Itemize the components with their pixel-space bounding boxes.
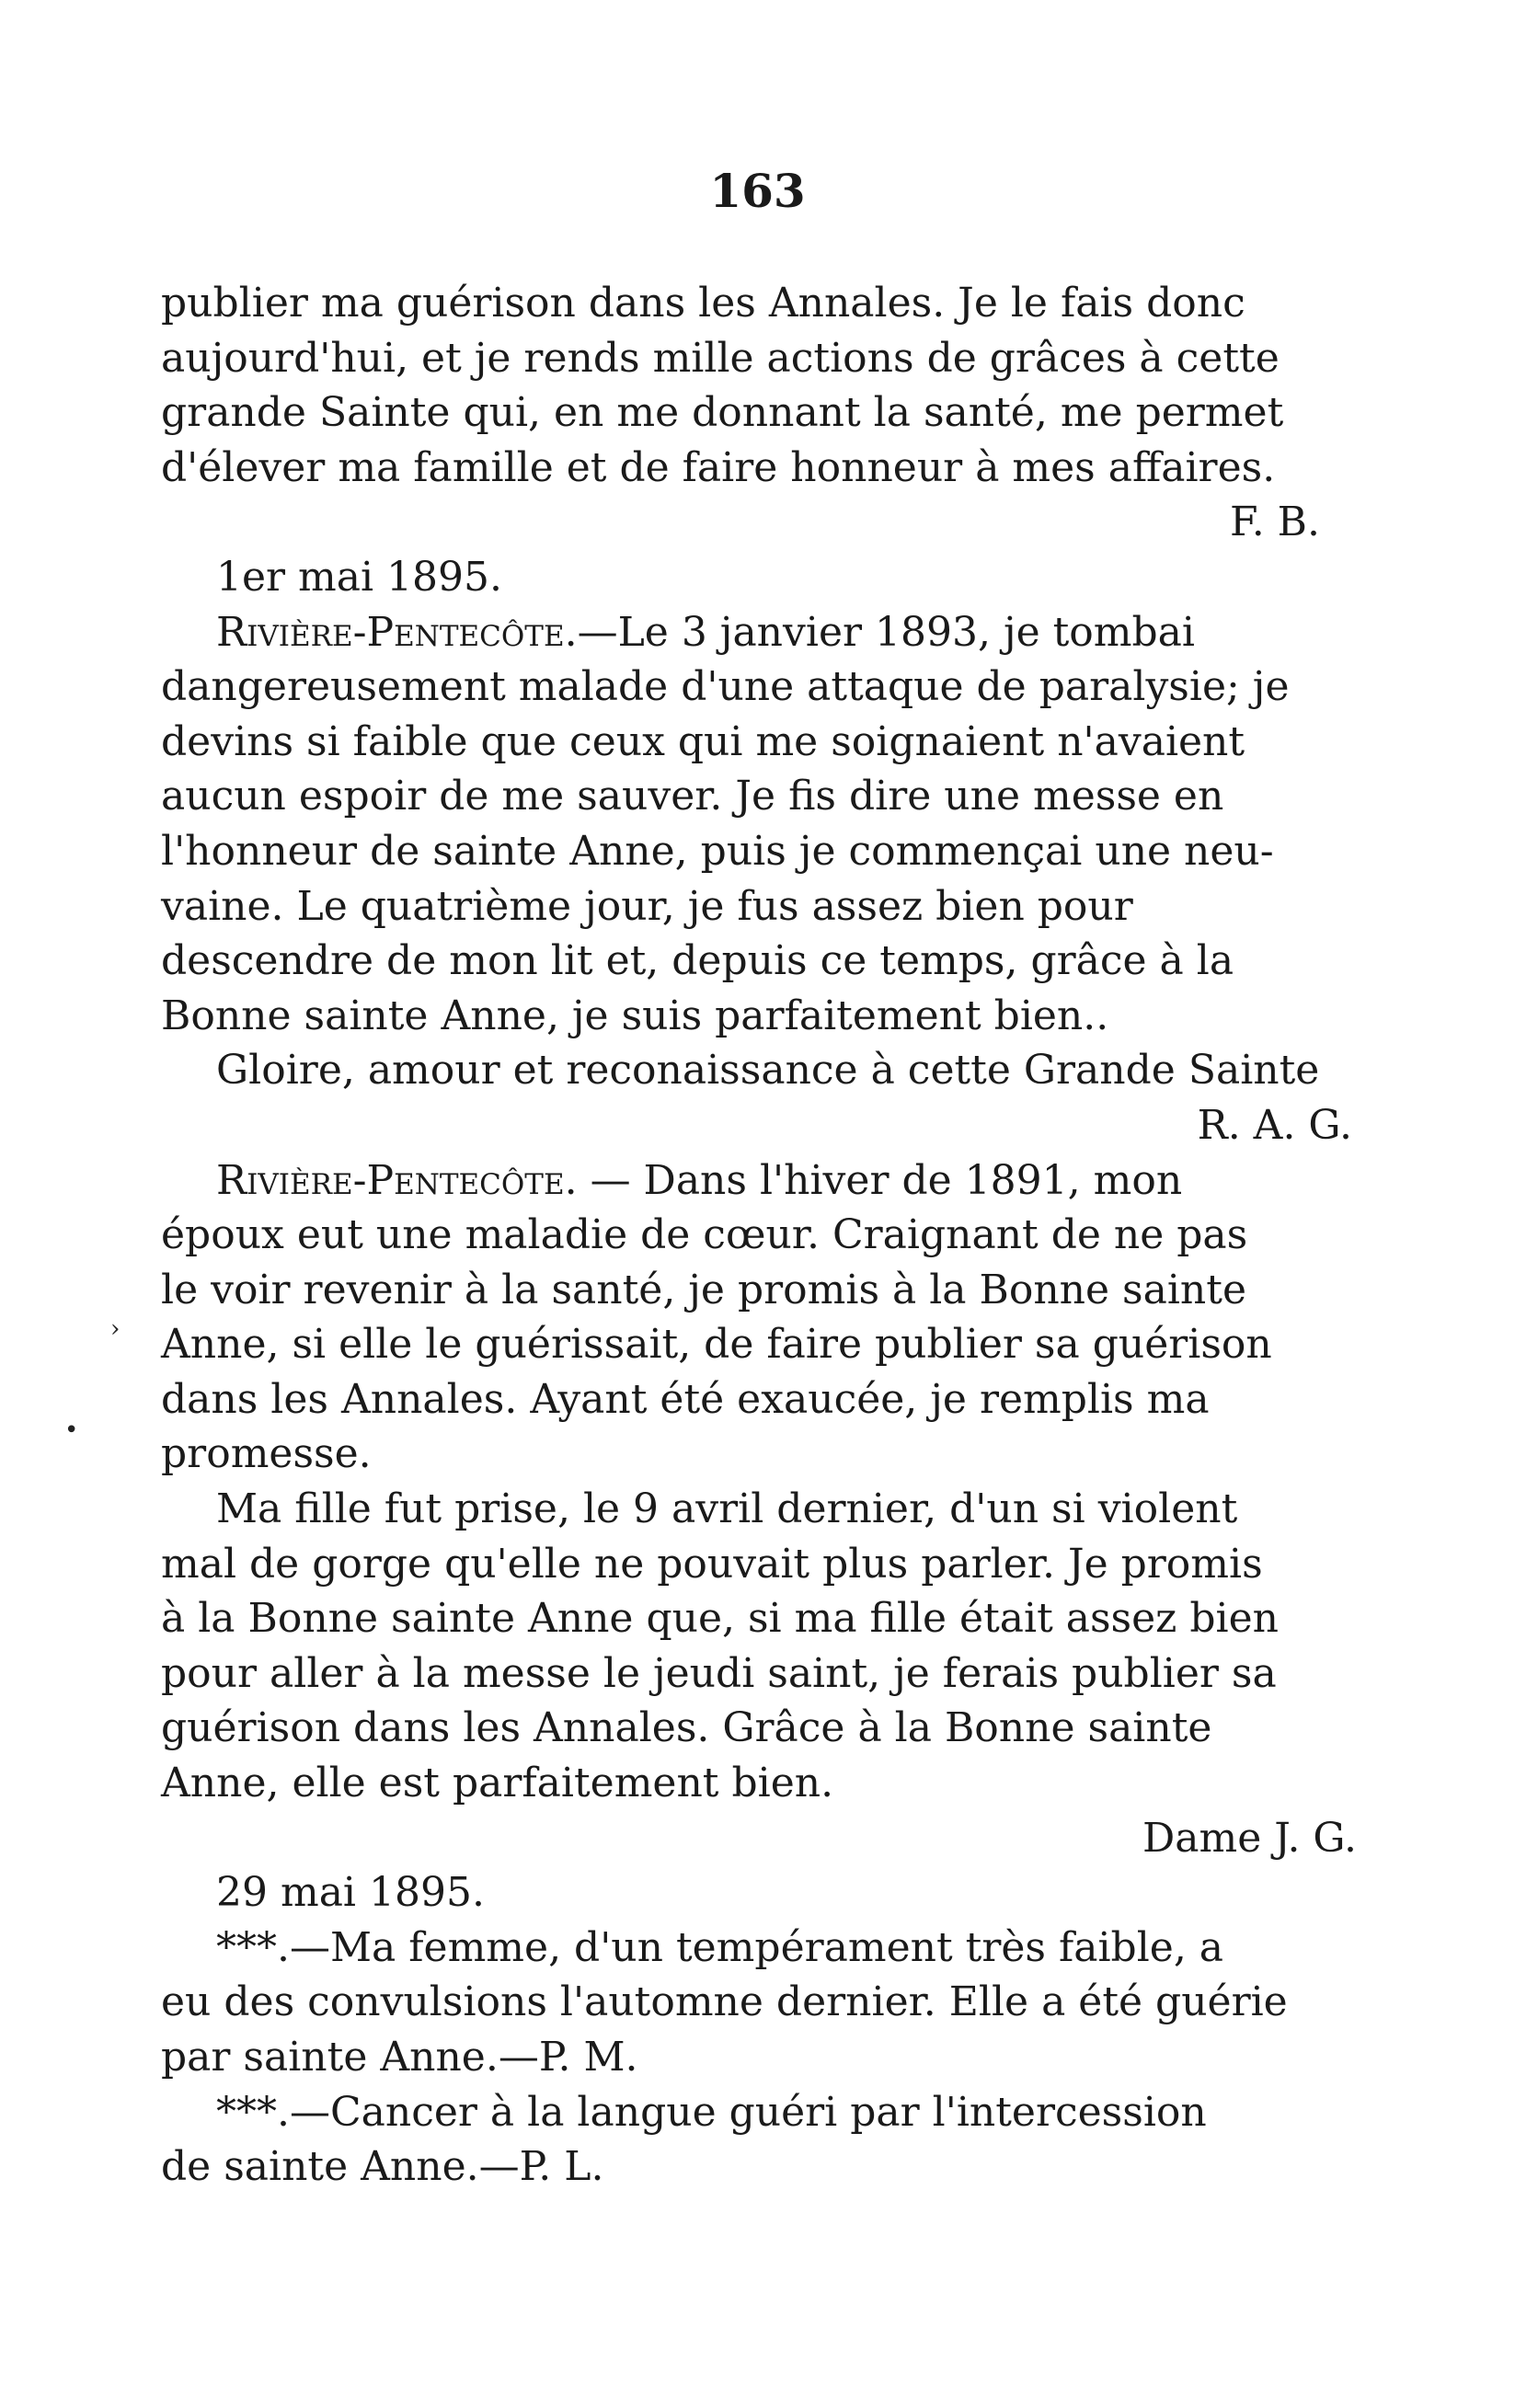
- signature-rag: R. A. G.: [1197, 1101, 1352, 1149]
- text-line: guérison dans les Annales. Grâce à la Bonne sainte: [161, 1704, 1212, 1752]
- date-line: 29 mai 1895.: [216, 1869, 485, 1917]
- text-line: aucun espoir de me sauver. Je fis dire une messe en: [161, 773, 1224, 820]
- text-line: Anne, elle est parfaitement bien.: [161, 1760, 834, 1807]
- text-line: d'élever ma famille et de faire honneur à mes affaires.: [161, 443, 1276, 491]
- text-line: le voir revenir à la santé, je promis à la Bonne sainte: [161, 1266, 1246, 1313]
- text-line: dans les Annales. Ayant été exaucée, je remplis ma: [161, 1375, 1210, 1423]
- place-name: Rivière-Pentecôte.: [216, 1156, 578, 1204]
- page-number: 163: [709, 164, 806, 218]
- date-line: 1er mai 1895.: [216, 553, 503, 601]
- text-line: Anne, si elle le guérissait, de faire publier sa guérison: [161, 1321, 1272, 1369]
- text-line: ***.—Cancer à la langue guéri par l'intercession: [216, 2088, 1207, 2136]
- text-line: époux eut une maladie de cœur. Craignant de ne pas: [161, 1211, 1248, 1259]
- text-line: Gloire, amour et reconaissance à cette Grande Sainte: [216, 1047, 1320, 1095]
- text-line: de sainte Anne.—P. L.: [161, 2143, 604, 2191]
- text-fragment: —Le 3 janvier 1893, je tombai: [577, 608, 1195, 656]
- text-line: publier ma guérison dans les Annales. Je le fais donc: [161, 280, 1245, 327]
- text-line: [161, 1153, 1357, 1209]
- text-line: Ma fille fut prise, le 9 avril dernier, d'un si violent: [216, 1485, 1238, 1533]
- text-line: Bonne sainte Anne, je suis parfaitement bien..: [161, 992, 1109, 1039]
- text-line: dangereusement malade d'une attaque de paralysie; je: [161, 663, 1290, 711]
- text-line: à la Bonne sainte Anne que, si ma fille était assez bien: [161, 1595, 1279, 1643]
- margin-mark: •: [64, 1416, 79, 1444]
- text-line: grande Sainte qui, en me donnant la santé, me permet: [161, 389, 1284, 437]
- text-line: aujourd'hui, et je rends mille actions de grâces à cette: [161, 334, 1280, 382]
- text-line: promesse.: [161, 1430, 372, 1478]
- margin-mark: ›: [110, 1315, 121, 1343]
- text-line: eu des convulsions l'automne dernier. Elle a été guérie: [161, 1978, 1288, 2026]
- text-line: par sainte Anne.—P. M.: [161, 2034, 638, 2081]
- text-line: l'honneur de sainte Anne, puis je commençai une neu-: [161, 827, 1274, 875]
- place-name: Rivière-Pentecôte.: [216, 608, 578, 656]
- text-line: [161, 605, 1357, 660]
- page-text: [161, 276, 1357, 2195]
- text-line: descendre de mon lit et, depuis ce temps, grâce à la: [161, 937, 1234, 985]
- text-line: mal de gorge qu'elle ne pouvait plus parler. Je promis: [161, 1540, 1263, 1588]
- text-line: devins si faible que ceux qui me soignaient n'avaient: [161, 717, 1245, 765]
- signature-fb: F. B.: [1230, 499, 1320, 546]
- text-line: ***.—Ma femme, d'un tempérament très faible, a: [216, 1923, 1224, 1971]
- text-line: pour aller à la messe le jeudi saint, je ferais publier sa: [161, 1649, 1277, 1697]
- signature-jg: Dame J. G.: [1142, 1814, 1357, 1862]
- text-fragment: — Dans l'hiver de 1891, mon: [577, 1156, 1183, 1204]
- text-line: vaine. Le quatrième jour, je fus assez bien pour: [161, 882, 1133, 930]
